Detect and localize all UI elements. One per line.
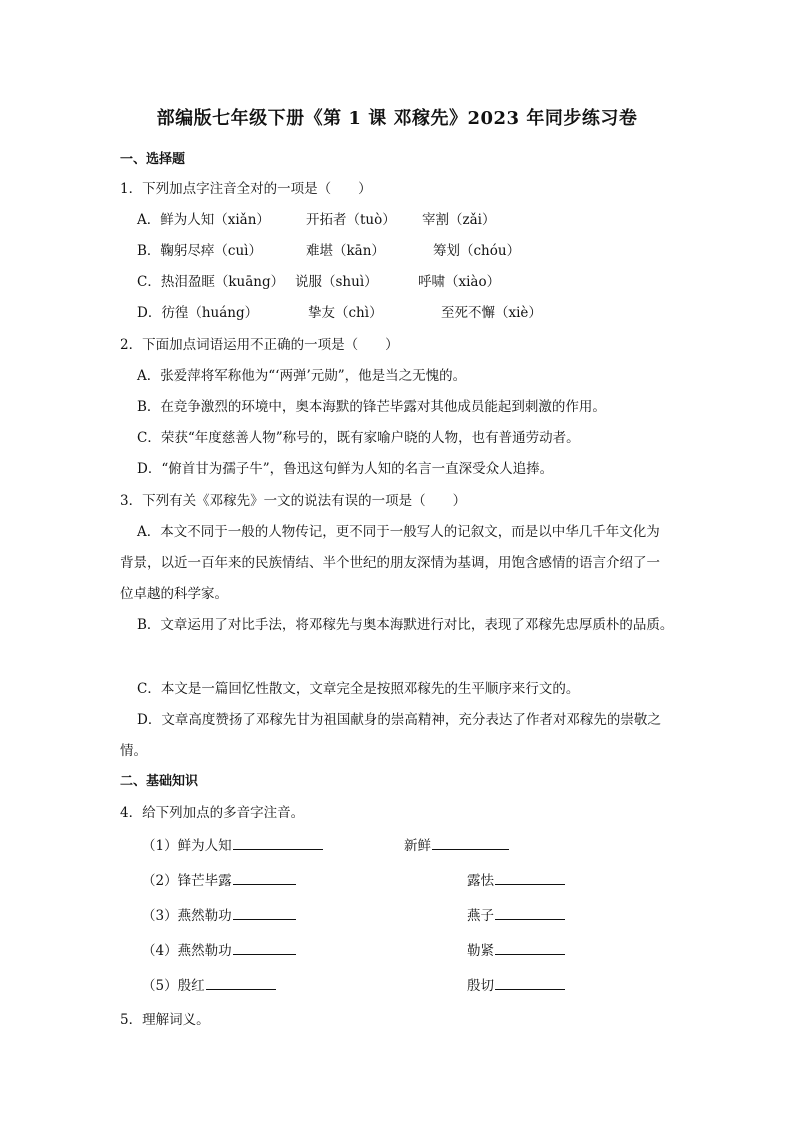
section-heading-basics: 二、基础知识 (120, 774, 199, 789)
answer-blank[interactable] (495, 872, 565, 885)
answer-blank[interactable] (233, 942, 296, 955)
q1-option-a-3: 宰割（zǎi） (422, 212, 496, 228)
q4-row-5-right (467, 974, 565, 994)
answer-blank[interactable] (233, 872, 296, 885)
question-2-stem: 2．下面加点词语运用不正确的一项是（ ） (120, 337, 399, 353)
q1-option-c-3: 呼啸（xiào） (418, 274, 501, 290)
page-title: 部编版七年级下册《第 1 课 邓稼先》2023 年同步练习卷 (156, 108, 638, 129)
q4-row-3-left (142, 904, 296, 924)
q4-row-1-right (404, 834, 509, 854)
answer-blank[interactable] (206, 977, 276, 990)
q4-row-5-left (142, 974, 276, 994)
section-heading-choice: 一、选择题 (120, 152, 186, 167)
q4-row-2-right (467, 869, 565, 889)
q4-row-4-right (467, 939, 565, 959)
q2-option-a: A．张爱萍将军称他为“‘两弹’元勋”，他是当之无愧的。 (137, 368, 467, 384)
q2-option-d: D．“俯首甘为孺子牛”，鲁迅这句鲜为人知的名言一直深受众人追捧。 (137, 461, 554, 477)
q4-row-1-right-label: 新鲜 (404, 838, 431, 854)
q4-row-3-right-label: 燕子 (467, 908, 494, 924)
q1-option-d-3: 至死不懈（xiè） (441, 305, 542, 321)
question-5-stem: 5．理解词义。 (120, 1012, 210, 1028)
q3-option-d-line-2: 情。 (120, 743, 147, 759)
q1-option-b-3: 筹划（chóu） (433, 243, 521, 259)
question-3-stem: 3．下列有关《邓稼先》一文的说法有误的一项是（ ） (120, 493, 467, 509)
q1-option-b-1: B．鞠躬尽瘁（cuì） (137, 243, 262, 259)
q1-option-d-2: 挚友（chì） (308, 305, 383, 321)
q4-row-4-left (142, 939, 296, 959)
answer-blank[interactable] (495, 942, 565, 955)
q4-row-2-left (142, 869, 296, 889)
q1-option-a-2: 开拓者（tuò） (306, 212, 396, 228)
q4-row-2-right-label: 露怯 (467, 873, 494, 889)
answer-blank[interactable] (432, 837, 509, 850)
q4-row-5-right-label: 殷切 (467, 978, 494, 994)
q3-option-b: B．文章运用了对比手法，将邓稼先与奥本海默进行对比，表现了邓稼先忠厚质朴的品质。 (137, 617, 674, 633)
q1-option-a-1: A．鲜为人知（xiǎn） (137, 212, 270, 228)
q4-row-3-right (467, 904, 565, 924)
q1-option-c-2: 说服（shuì） (295, 274, 378, 290)
q4-row-2-left-label: （2）锋芒毕露 (142, 873, 232, 889)
q4-row-4-left-label: （4）燕然勒功 (142, 943, 232, 959)
q3-option-c: C．本文是一篇回忆性散文，文章完全是按照邓稼先的生平顺序来行文的。 (137, 681, 580, 697)
answer-blank[interactable] (495, 977, 565, 990)
q2-option-c: C．荣获“年度慈善人物”称号的，既有家喻户晓的人物，也有普通劳动者。 (137, 430, 580, 446)
q4-row-1-left-label: （1）鲜为人知 (142, 838, 232, 854)
q4-row-1-left (142, 834, 323, 854)
q3-option-a-line-1: A．本文不同于一般的人物传记，更不同于一般写人的记叙文，而是以中华几千年文化为 (137, 524, 660, 540)
q4-row-3-left-label: （3）燕然勒功 (142, 908, 232, 924)
answer-blank[interactable] (233, 837, 323, 850)
q1-option-d-1: D．彷徨（huáng） (137, 305, 259, 321)
q1-option-c-1: C．热泪盈眶（kuāng） (137, 274, 285, 290)
question-4-stem: 4．给下列加点的多音字注音。 (120, 805, 305, 821)
q3-option-a-line-2: 背景，以近一百年来的民族情结、半个世纪的朋友深情为基调，用饱含感情的语言介绍了一 (120, 555, 660, 571)
q1-option-b-2: 难堪（kān） (306, 243, 385, 259)
answer-blank[interactable] (233, 907, 296, 920)
q2-option-b: B．在竞争激烈的环境中，奥本海默的锋芒毕露对其他成员能起到刺激的作用。 (137, 399, 606, 415)
q4-row-4-right-label: 勒紧 (467, 943, 494, 959)
q4-row-5-left-label: （5）殷红 (142, 978, 205, 994)
question-1-stem: 1．下列加点字注音全对的一项是（ ） (120, 181, 372, 197)
answer-blank[interactable] (495, 907, 565, 920)
q3-option-a-line-3: 位卓越的科学家。 (120, 586, 228, 602)
q3-option-d-line-1: D．文章高度赞扬了邓稼先甘为祖国献身的崇高精神，充分表达了作者对邓稼先的崇敬之 (137, 712, 661, 728)
